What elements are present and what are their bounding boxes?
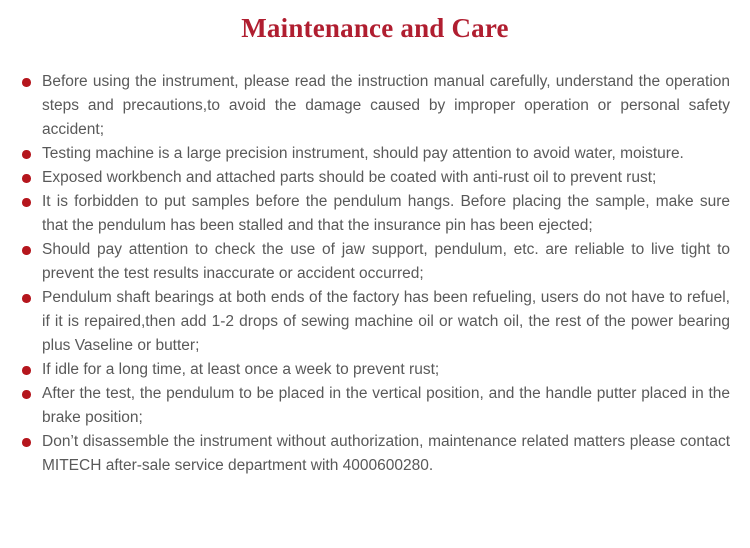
maintenance-list [0,70,750,478]
list-item-text: Should pay attention to check the use of jaw support, pendulum, etc. are reliable to live tight to prevent the test results inaccurate or accident occurred; [42,241,730,282]
page-title: Maintenance and Care [241,13,509,43]
list-item [42,70,730,142]
list-item [42,286,730,358]
list-item-text: If idle for a long time, at least once a week to prevent rust; [42,361,440,378]
list-item-text: After the test, the pendulum to be placed in the vertical position, and the handle putter placed in the brake position; [42,385,730,426]
bullet-icon [22,246,31,255]
list-item-text: Exposed workbench and attached parts should be coated with anti-rust oil to prevent rust; [42,169,657,186]
list-item-text: Testing machine is a large precision instrument, should pay attention to avoid water, moisture. [42,145,684,162]
bullet-icon [22,78,31,87]
bullet-icon [22,438,31,447]
bullet-icon [22,390,31,399]
list-item [42,382,730,430]
list-item [42,430,730,478]
list-item-text: Don’t disassemble the instrument without authorization, maintenance related matters please contact MITECH after-sale service department with 4000600280. [42,433,730,474]
list-item-text: Pendulum shaft bearings at both ends of the factory has been refueling, users do not have to refuel, if it is repaired,then add 1-2 drops of sewing machine oil or watch oil, the rest of the power bearing plus Vaseline or butter; [42,289,730,354]
bullet-icon [22,174,31,183]
bullet-icon [22,150,31,159]
bullet-icon [22,294,31,303]
list-item [42,142,730,166]
list-item [42,190,730,238]
list-item [42,166,730,190]
list-item-text: It is forbidden to put samples before the pendulum hangs. Before placing the sample, make sure that the pendulum has been stalled and that the insurance pin has been ejected; [42,193,730,234]
list-item [42,238,730,286]
bullet-icon [22,366,31,375]
list-item [42,358,730,382]
bullet-icon [22,198,31,207]
list-item-text: Before using the instrument, please read the instruction manual carefully, understand the operation steps and precautions,to avoid the damage caused by improper operation or personal safety accident; [42,73,730,138]
